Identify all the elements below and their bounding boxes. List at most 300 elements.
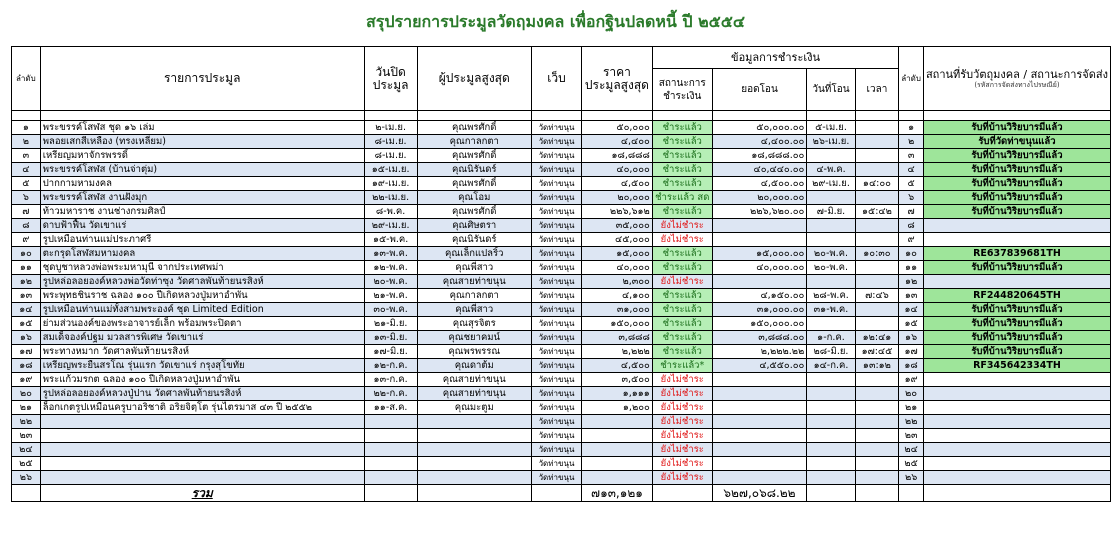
- table-row: [12, 191, 1111, 205]
- cell-web: วัดท่าขนุน: [531, 261, 581, 275]
- cell-close-date: ๒๐-พ.ค.: [364, 275, 417, 289]
- cell-price: ๔๐,๐๐๐: [582, 163, 653, 177]
- cell-amount: ๓,๘๘๘.๐๐: [712, 331, 807, 345]
- cell-amount: ๒๒๖,๖๒๐.๐๐: [712, 205, 807, 219]
- cell-time: [855, 149, 899, 163]
- cell-time: ๗:๔๖: [855, 289, 899, 303]
- table-row: [12, 401, 1111, 415]
- cell-transfer-date: [807, 457, 855, 471]
- cell-time: [855, 317, 899, 331]
- cell-price: [582, 415, 653, 429]
- cell-bidder: คุณนิรันดร์: [417, 233, 531, 247]
- cell-amount: [712, 387, 807, 401]
- cell-destination: [923, 275, 1110, 289]
- cell-pay-status: ยังไม่ชำระ: [652, 443, 712, 457]
- cell-no-2: ๑๓: [899, 289, 924, 303]
- auction-summary-table: [11, 46, 1111, 502]
- cell-pay-status: ยังไม่ชำระ: [652, 275, 712, 289]
- cell-bidder: คุณพี่สาว: [417, 303, 531, 317]
- cell-destination: [923, 471, 1110, 485]
- cell-close-date: ๒๑-พ.ค.: [364, 289, 417, 303]
- cell-item: พระขรรค์โสฬส ชุด ๑๖ เล่ม: [40, 121, 364, 135]
- cell-item: [40, 415, 364, 429]
- cell-close-date: [364, 429, 417, 443]
- cell-close-date: ๑๒-พ.ค.: [364, 261, 417, 275]
- cell-no-2: ๓: [899, 149, 924, 163]
- cell-time: [855, 219, 899, 233]
- cell-close-date: ๑๓-มิ.ย.: [364, 331, 417, 345]
- cell-no: ๒๐: [12, 387, 41, 401]
- cell-bidder: คุณนิรันดร์: [417, 163, 531, 177]
- cell-no: ๑: [12, 121, 41, 135]
- table-row: [12, 135, 1111, 149]
- cell-web: วัดท่าขนุน: [531, 457, 581, 471]
- cell-amount: ๔,๕๕๐.๐๐: [712, 359, 807, 373]
- cell-transfer-date: [807, 233, 855, 247]
- cell-no-2: ๑๘: [899, 359, 924, 373]
- table-row: [12, 387, 1111, 401]
- table-row: [12, 219, 1111, 233]
- cell-no-2: ๑: [899, 121, 924, 135]
- cell-pay-status: ยังไม่ชำระ: [652, 233, 712, 247]
- cell-transfer-date: [807, 373, 855, 387]
- cell-close-date: ๒๒-เม.ย.: [364, 191, 417, 205]
- cell-amount: ๔,๔๐๐.๐๐: [712, 135, 807, 149]
- table-row: [12, 443, 1111, 457]
- header-no: ลำดับ: [12, 47, 41, 111]
- cell-amount: ๔๐,๐๐๐.๐๐: [712, 261, 807, 275]
- cell-amount: ๔๐,๔๔๐.๐๐: [712, 163, 807, 177]
- cell-price: [582, 471, 653, 485]
- cell-item: พระขรรค์โสฬส งานฝังมุก: [40, 191, 364, 205]
- cell-destination: รับที่วัดท่าขนุนแล้ว: [923, 135, 1110, 149]
- cell-time: [855, 401, 899, 415]
- cell-destination: [923, 387, 1110, 401]
- cell-time: [855, 457, 899, 471]
- cell-web: วัดท่าขนุน: [531, 415, 581, 429]
- cell-no-2: ๑๕: [899, 317, 924, 331]
- cell-price: ๑๕,๐๐๐: [582, 247, 653, 261]
- cell-close-date: ๑๓-ก.ค.: [364, 373, 417, 387]
- cell-destination: RE637839681TH: [923, 247, 1110, 261]
- cell-web: วัดท่าขนุน: [531, 401, 581, 415]
- table-row: [12, 317, 1111, 331]
- cell-transfer-date: ๗-มิ.ย.: [807, 205, 855, 219]
- cell-price: ๒๒๖,๖๑๒: [582, 205, 653, 219]
- cell-price: ๔๕,๐๐๐: [582, 233, 653, 247]
- cell-pay-status: ยังไม่ชำระ: [652, 401, 712, 415]
- cell-bidder: คุณสายท่าขนุน: [417, 373, 531, 387]
- cell-amount: [712, 443, 807, 457]
- cell-transfer-date: ๒๘-มิ.ย.: [807, 345, 855, 359]
- table-row: [12, 373, 1111, 387]
- cell-destination: [923, 401, 1110, 415]
- table-row: [12, 415, 1111, 429]
- header-destination-note: (รหัสการจัดส่งทางไปรษณีย์): [974, 80, 1060, 89]
- cell-no: ๕: [12, 177, 41, 191]
- cell-no-2: ๖: [899, 191, 924, 205]
- table-row: [12, 275, 1111, 289]
- table-body: [12, 111, 1111, 485]
- cell-bidder: คุณโอม: [417, 191, 531, 205]
- cell-close-date: ๑๒-ก.ค.: [364, 359, 417, 373]
- cell-amount: ๕๐,๐๐๐.๐๐: [712, 121, 807, 135]
- cell-web: วัดท่าขนุน: [531, 443, 581, 457]
- cell-time: ๑๔:๐๐: [855, 177, 899, 191]
- cell-bidder: คุณมะตูม: [417, 401, 531, 415]
- cell-price: ๒,๒๒๒: [582, 345, 653, 359]
- cell-price: ๓๕,๐๐๐: [582, 219, 653, 233]
- cell-close-date: [364, 415, 417, 429]
- cell-bidder: [417, 429, 531, 443]
- cell-amount: [712, 471, 807, 485]
- cell-pay-status: ชำระแล้ว: [652, 331, 712, 345]
- cell-bidder: [417, 457, 531, 471]
- cell-no: ๑๐: [12, 247, 41, 261]
- table-row: [12, 177, 1111, 191]
- cell-no-2: ๑๙: [899, 373, 924, 387]
- cell-time: [855, 261, 899, 275]
- cell-pay-status: ชำระแล้ว: [652, 303, 712, 317]
- cell-transfer-date: [807, 275, 855, 289]
- cell-amount: ๓๑,๐๐๐.๐๐: [712, 303, 807, 317]
- cell-close-date: ๑๕-เม.ย.: [364, 163, 417, 177]
- cell-close-date: ๘-เม.ย.: [364, 135, 417, 149]
- cell-amount: ๒๐,๐๐๐.๐๐: [712, 191, 807, 205]
- cell-bidder: คุณสุรจิตร: [417, 317, 531, 331]
- cell-no-2: ๗: [899, 205, 924, 219]
- table-row: [12, 359, 1111, 373]
- cell-pay-status: ยังไม่ชำระ: [652, 471, 712, 485]
- cell-no-2: ๙: [899, 233, 924, 247]
- cell-destination: [923, 443, 1110, 457]
- cell-no: ๒๕: [12, 457, 41, 471]
- cell-pay-status: ชำระแล้ว: [652, 289, 712, 303]
- cell-bidder: คุณกาลกตา: [417, 135, 531, 149]
- cell-bidder: คุณพรศักดิ์: [417, 149, 531, 163]
- cell-item: สมเด็จองค์ปฐม มวลสารพิเศษ วัดเขาแร่: [40, 331, 364, 345]
- cell-price: ๔,๕๐๐: [582, 177, 653, 191]
- cell-pay-status: ชำระแล้ว สด: [652, 191, 712, 205]
- cell-web: วัดท่าขนุน: [531, 345, 581, 359]
- cell-item: ปากกามหามงคล: [40, 177, 364, 191]
- cell-destination: [923, 219, 1110, 233]
- cell-price: ๓๑,๐๐๐: [582, 303, 653, 317]
- table-row: [12, 331, 1111, 345]
- table-row: [12, 205, 1111, 219]
- cell-no: ๒: [12, 135, 41, 149]
- cell-close-date: ๑๙-เม.ย.: [364, 177, 417, 191]
- cell-amount: ๒,๒๒๒.๒๒: [712, 345, 807, 359]
- cell-time: ๑๗:๔๕: [855, 345, 899, 359]
- cell-no: ๑๖: [12, 331, 41, 345]
- cell-no-2: ๒๔: [899, 443, 924, 457]
- cell-destination: RF244820645TH: [923, 289, 1110, 303]
- cell-time: ๑๐:๓๐: [855, 247, 899, 261]
- cell-time: [855, 275, 899, 289]
- cell-destination: รับที่บ้านวิริยบารมีแล้ว: [923, 149, 1110, 163]
- cell-price: ๓,๘๘๘: [582, 331, 653, 345]
- cell-no: ๑๘: [12, 359, 41, 373]
- cell-price: ๔๐,๐๐๐: [582, 261, 653, 275]
- cell-no-2: ๒๖: [899, 471, 924, 485]
- cell-amount: ๔,๑๕๐.๐๐: [712, 289, 807, 303]
- cell-pay-status: ชำระแล้ว*: [652, 359, 712, 373]
- cell-price: ๓,๕๐๐: [582, 373, 653, 387]
- cell-no: ๒๔: [12, 443, 41, 457]
- cell-no: ๒๖: [12, 471, 41, 485]
- cell-price: ๑,๒๐๐: [582, 401, 653, 415]
- header-price: ราคา ประมูลสูงสุด: [582, 47, 653, 111]
- cell-destination: รับที่บ้านวิริยบารมีแล้ว: [923, 303, 1110, 317]
- cell-web: วัดท่าขนุน: [531, 289, 581, 303]
- cell-time: [855, 443, 899, 457]
- cell-no: ๓: [12, 149, 41, 163]
- cell-item: รูปหล่อลอยองค์หลวงปู่ปาน วัดศาลพันท้ายนรสิงห์: [40, 387, 364, 401]
- cell-bidder: คุณดาต้ม: [417, 359, 531, 373]
- cell-close-date: ๒๑-มิ.ย.: [364, 317, 417, 331]
- cell-item: เหรียญพระยืนสรโณ รุ่นแรก วัดเขาแร่ กรุงสุโขทัย: [40, 359, 364, 373]
- cell-price: [582, 457, 653, 471]
- cell-item: ชุดบูชาหลวงพ่อพระมหามุนี จากประเทศพม่า: [40, 261, 364, 275]
- cell-pay-status: ชำระแล้ว: [652, 247, 712, 261]
- header-amount: ยอดโอน: [712, 69, 807, 111]
- cell-transfer-date: ๒๐-พ.ค.: [807, 261, 855, 275]
- cell-no-2: ๑๒: [899, 275, 924, 289]
- cell-item: ท้าวมหาราช งานช่างกรมศิลป์: [40, 205, 364, 219]
- header-transfer-date: วันที่โอน: [807, 69, 855, 111]
- cell-web: วัดท่าขนุน: [531, 359, 581, 373]
- cell-no: ๑๙: [12, 373, 41, 387]
- cell-bidder: คุณสายท่าขนุน: [417, 387, 531, 401]
- cell-bidder: คุณพรศักดิ์: [417, 177, 531, 191]
- cell-destination: [923, 429, 1110, 443]
- cell-close-date: ๒-เม.ย.: [364, 121, 417, 135]
- cell-close-date: ๓๐-พ.ค.: [364, 303, 417, 317]
- cell-time: [855, 135, 899, 149]
- cell-bidder: คุณพรศักดิ์: [417, 205, 531, 219]
- cell-web: วัดท่าขนุน: [531, 317, 581, 331]
- cell-amount: [712, 233, 807, 247]
- cell-web: วัดท่าขนุน: [531, 233, 581, 247]
- cell-pay-status: ยังไม่ชำระ: [652, 429, 712, 443]
- header-close-date: วันปิด ประมูล: [364, 47, 417, 111]
- cell-bidder: [417, 443, 531, 457]
- cell-no: ๑๗: [12, 345, 41, 359]
- cell-web: วัดท่าขนุน: [531, 205, 581, 219]
- cell-web: วัดท่าขนุน: [531, 275, 581, 289]
- cell-no-2: ๒๓: [899, 429, 924, 443]
- cell-bidder: คุณชยาคมน์: [417, 331, 531, 345]
- cell-price: ๔,๔๐๐: [582, 135, 653, 149]
- cell-transfer-date: [807, 149, 855, 163]
- header-destination-title: สถานที่รับวัตถุมงคล / สถานะการจัดส่ง: [925, 67, 1108, 81]
- cell-amount: ๔,๕๐๐.๐๐: [712, 177, 807, 191]
- cell-no: ๑๔: [12, 303, 41, 317]
- cell-destination: รับที่บ้านวิริยบารมีแล้ว: [923, 345, 1110, 359]
- cell-bidder: คุณพรพรรณ: [417, 345, 531, 359]
- cell-time: ๑๒:๔๑: [855, 331, 899, 345]
- cell-price: ๑๕๐,๐๐๐: [582, 317, 653, 331]
- cell-pay-status: ชำระแล้ว: [652, 177, 712, 191]
- cell-destination: รับที่บ้านวิริยบารมีแล้ว: [923, 331, 1110, 345]
- cell-web: วัดท่าขนุน: [531, 149, 581, 163]
- cell-time: ๑๓:๑๒: [855, 359, 899, 373]
- cell-destination: รับที่บ้านวิริยบารมีแล้ว: [923, 317, 1110, 331]
- cell-destination: รับที่บ้านวิริยบารมีแล้ว: [923, 205, 1110, 219]
- cell-close-date: ๑๕-พ.ค.: [364, 233, 417, 247]
- cell-amount: [712, 429, 807, 443]
- cell-item: พระแก้วมรกต ฉลอง ๑๐๐ ปีเกิดหลวงปู่มหาอำพัน: [40, 373, 364, 387]
- cell-no-2: ๘: [899, 219, 924, 233]
- header-destination: [923, 47, 1110, 111]
- cell-pay-status: ยังไม่ชำระ: [652, 219, 712, 233]
- cell-transfer-date: ๓๑-พ.ค.: [807, 303, 855, 317]
- cell-item: พระพุทธชินราช ฉลอง ๑๐๐ ปีเกิดหลวงปู่มหาอำพัน: [40, 289, 364, 303]
- cell-time: [855, 233, 899, 247]
- cell-price: ๑,๑๑๑: [582, 387, 653, 401]
- cell-no-2: ๑๐: [899, 247, 924, 261]
- table-row: [12, 303, 1111, 317]
- cell-amount: [712, 373, 807, 387]
- cell-web: วัดท่าขนุน: [531, 331, 581, 345]
- cell-item: ล็อกเกตรูปเหมือนครูบาอริชาติ อริยจิตฺโต รุ่นไตรมาส ๔๓ ปี ๒๕๕๒: [40, 401, 364, 415]
- total-label: รวม: [40, 485, 364, 502]
- cell-close-date: ๑๑-ส.ค.: [364, 401, 417, 415]
- cell-item: พระทางหมาก วัดศาลพันท้ายนรสิงห์: [40, 345, 364, 359]
- cell-no-2: ๒: [899, 135, 924, 149]
- cell-transfer-date: [807, 429, 855, 443]
- cell-no: ๙: [12, 233, 41, 247]
- cell-price: ๑๘,๘๘๘: [582, 149, 653, 163]
- cell-item: รูปเหมือนท่านแม่ทั้งสามพระองค์ ชุด Limited Edition: [40, 303, 364, 317]
- cell-amount: [712, 401, 807, 415]
- cell-pay-status: ชำระแล้ว: [652, 205, 712, 219]
- cell-no-2: ๒๒: [899, 415, 924, 429]
- cell-time: [855, 415, 899, 429]
- cell-pay-status: ชำระแล้ว: [652, 121, 712, 135]
- cell-pay-status: ชำระแล้ว: [652, 149, 712, 163]
- cell-pay-status: ชำระแล้ว: [652, 135, 712, 149]
- cell-time: [855, 471, 899, 485]
- cell-close-date: [364, 471, 417, 485]
- cell-pay-status: ชำระแล้ว: [652, 261, 712, 275]
- table-row: [12, 345, 1111, 359]
- cell-destination: [923, 233, 1110, 247]
- cell-close-date: ๑๗-มิ.ย.: [364, 345, 417, 359]
- cell-web: วัดท่าขนุน: [531, 471, 581, 485]
- cell-item: [40, 443, 364, 457]
- cell-transfer-date: ๒๘-พ.ค.: [807, 289, 855, 303]
- cell-pay-status: ชำระแล้ว: [652, 163, 712, 177]
- cell-close-date: ๘-พ.ค.: [364, 205, 417, 219]
- cell-bidder: คุณศิษตรา: [417, 219, 531, 233]
- cell-bidder: คุณกาลกตา: [417, 289, 531, 303]
- cell-destination: รับที่บ้านวิริยบารมีแล้ว: [923, 121, 1110, 135]
- header-no-2: ลำดับ: [899, 47, 924, 111]
- cell-no-2: ๒๑: [899, 401, 924, 415]
- cell-web: วัดท่าขนุน: [531, 219, 581, 233]
- cell-destination: [923, 415, 1110, 429]
- table-row: [12, 471, 1111, 485]
- cell-amount: ๑๘,๘๘๘.๐๐: [712, 149, 807, 163]
- cell-time: [855, 387, 899, 401]
- cell-no-2: ๑๗: [899, 345, 924, 359]
- cell-pay-status: ยังไม่ชำระ: [652, 457, 712, 471]
- cell-transfer-date: ๒๖-เม.ย.: [807, 135, 855, 149]
- cell-bidder: คุณพรศักดิ์: [417, 121, 531, 135]
- cell-close-date: ๒๙-เม.ย.: [364, 219, 417, 233]
- table-row: [12, 261, 1111, 275]
- cell-close-date: ๑๓-พ.ค.: [364, 247, 417, 261]
- cell-item: พระขรรค์โสฬส (บ้านจ่าตุ่ม): [40, 163, 364, 177]
- table-row: [12, 429, 1111, 443]
- cell-no-2: ๑๔: [899, 303, 924, 317]
- cell-transfer-date: ๑-ก.ค.: [807, 331, 855, 345]
- cell-bidder: [417, 415, 531, 429]
- cell-no: ๗: [12, 205, 41, 219]
- cell-web: วัดท่าขนุน: [531, 303, 581, 317]
- cell-price: ๒๐,๐๐๐: [582, 191, 653, 205]
- cell-price: ๒,๓๐๐: [582, 275, 653, 289]
- cell-web: วัดท่าขนุน: [531, 191, 581, 205]
- header-web: เว็บ: [531, 47, 581, 111]
- cell-transfer-date: [807, 317, 855, 331]
- cell-web: วัดท่าขนุน: [531, 163, 581, 177]
- cell-destination: รับที่บ้านวิริยบารมีแล้ว: [923, 261, 1110, 275]
- cell-no-2: ๒๐: [899, 387, 924, 401]
- cell-destination: RF345642334TH: [923, 359, 1110, 373]
- cell-transfer-date: [807, 401, 855, 415]
- table-row: [12, 289, 1111, 303]
- total-price: ๗๑๓,๑๒๑: [582, 485, 653, 502]
- cell-transfer-date: ๒๐-พ.ค.: [807, 247, 855, 261]
- cell-web: วัดท่าขนุน: [531, 387, 581, 401]
- cell-no: ๔: [12, 163, 41, 177]
- header-payment-group: ข้อมูลการชำระเงิน: [652, 47, 898, 69]
- cell-item: ตะกรุดโสฬสมหามงคล: [40, 247, 364, 261]
- cell-transfer-date: [807, 415, 855, 429]
- cell-item: [40, 429, 364, 443]
- cell-bidder: คุณเล็กแปลริ้ว: [417, 247, 531, 261]
- page-title: สรุปรายการประมูลวัดฤมงคล เพื่อกฐินปลดหนี้ ปี ๒๕๕๔: [365, 12, 745, 31]
- total-row: [12, 485, 1111, 502]
- cell-time: [855, 191, 899, 205]
- cell-no: ๑๓: [12, 289, 41, 303]
- cell-bidder: [417, 471, 531, 485]
- cell-pay-status: ชำระแล้ว: [652, 345, 712, 359]
- cell-price: [582, 429, 653, 443]
- cell-transfer-date: [807, 471, 855, 485]
- cell-destination: รับที่บ้านวิริยบารมีแล้ว: [923, 163, 1110, 177]
- cell-item: [40, 471, 364, 485]
- cell-amount: [712, 415, 807, 429]
- cell-item: รูปหล่อลอยองค์หลวงพ่อวัดท่าซุง วัดศาลพันท้ายนรสิงห์: [40, 275, 364, 289]
- cell-pay-status: ชำระแล้ว: [652, 317, 712, 331]
- cell-transfer-date: ๕-เม.ย.: [807, 121, 855, 135]
- cell-transfer-date: ๒๙-เม.ย.: [807, 177, 855, 191]
- cell-close-date: ๘-เม.ย.: [364, 149, 417, 163]
- cell-item: [40, 457, 364, 471]
- cell-no: ๒๑: [12, 401, 41, 415]
- cell-web: วัดท่าขนุน: [531, 177, 581, 191]
- table-row: [12, 457, 1111, 471]
- cell-no-2: ๕: [899, 177, 924, 191]
- cell-amount: ๑๕,๐๐๐.๐๐: [712, 247, 807, 261]
- cell-close-date: ๒๒-ก.ค.: [364, 387, 417, 401]
- cell-bidder: คุณพี่สาว: [417, 261, 531, 275]
- cell-transfer-date: [807, 387, 855, 401]
